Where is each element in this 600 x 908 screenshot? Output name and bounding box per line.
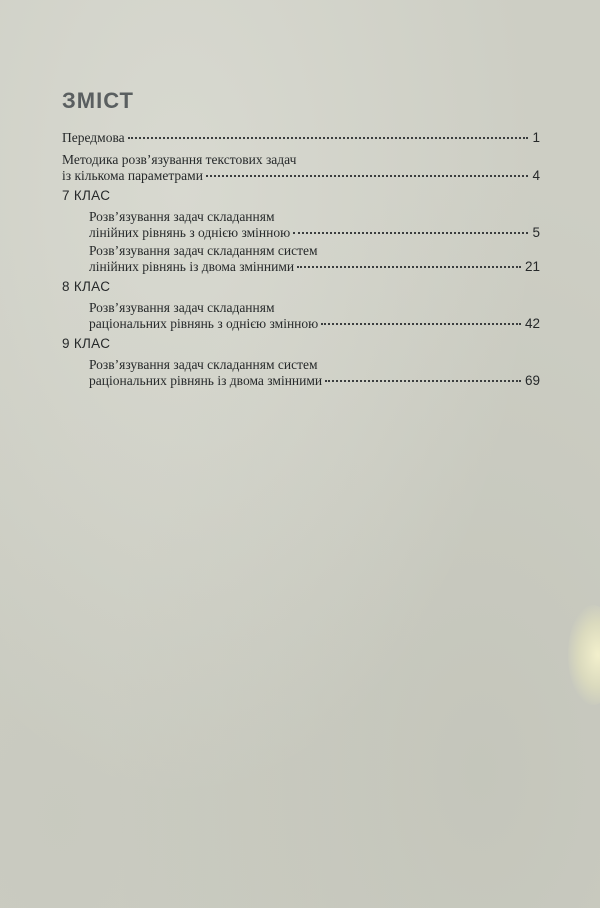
toc-entry-title: Розв’язування задач складанням систем [89, 243, 318, 258]
toc-page-number: 42 [524, 316, 540, 331]
toc-entry-title-cont: лінійних рівнянь з однією змінною [89, 225, 291, 240]
toc-page-number: 5 [532, 225, 540, 240]
section-heading-grade8: 8 КЛАС [62, 279, 111, 294]
toc-entry-title-cont: лінійних рівнянь із двома змінними [89, 259, 295, 274]
section-heading-grade9: 9 КЛАС [62, 336, 111, 351]
toc-entry-title: Передмова [62, 130, 125, 145]
toc-entry-title-cont: із кількома параметрами [62, 168, 203, 183]
dot-leader [293, 232, 528, 234]
dot-leader [325, 380, 521, 382]
toc-entry-title-cont: раціональних рівнянь із двома змінними [89, 373, 323, 388]
toc-page-number: 21 [524, 259, 540, 274]
toc-entry-grade7-2[interactable] [62, 243, 540, 275]
toc-entry-grade8-1[interactable] [62, 300, 540, 332]
toc-entry-grade7-1[interactable] [62, 209, 540, 241]
toc-page-number: 69 [524, 373, 540, 388]
dot-leader [128, 137, 529, 139]
page-title: ЗМІСТ [62, 88, 134, 113]
toc-page-number: 1 [532, 130, 540, 145]
toc-entry-title: Розв’язування задач складанням [89, 209, 275, 224]
toc-entry-title: Розв’язування задач складанням [89, 300, 275, 315]
dot-leader [297, 266, 521, 268]
dot-leader [206, 175, 529, 177]
toc-entry-title: Методика розв’язування текстових задач [62, 152, 297, 167]
toc-page-number: 4 [532, 168, 540, 183]
toc-entry-grade9-1[interactable] [62, 357, 540, 389]
toc-entry-preface[interactable] [62, 130, 540, 146]
section-heading-grade7: 7 КЛАС [62, 188, 111, 203]
toc-entry-title: Розв’язування задач складанням систем [89, 357, 318, 372]
toc-entry-methodology[interactable] [62, 152, 540, 184]
dot-leader [321, 323, 521, 325]
toc-entry-title-cont: раціональних рівнянь з однією змінною [89, 316, 319, 331]
